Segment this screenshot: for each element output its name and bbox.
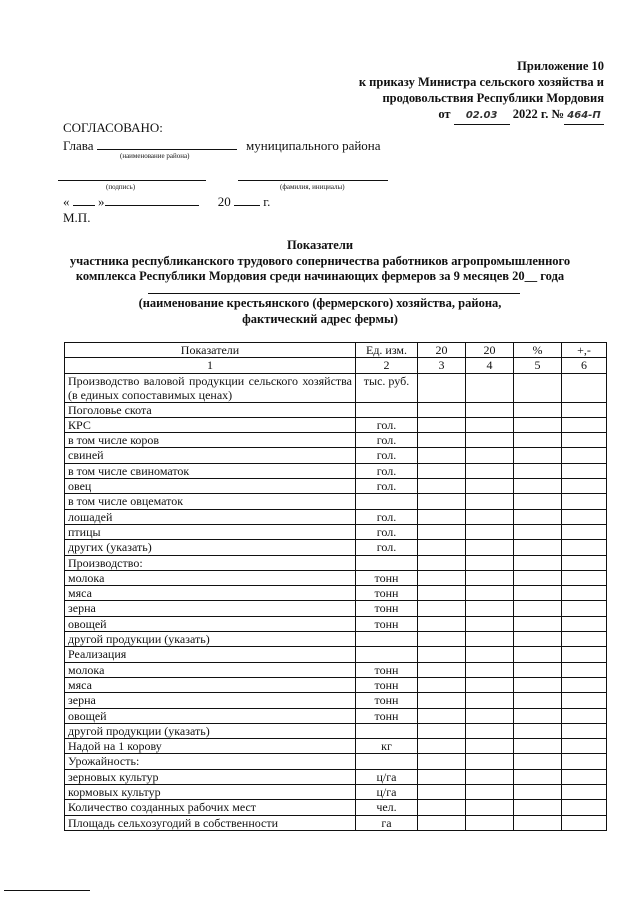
- order-date-line: [359, 106, 604, 125]
- value-cell[interactable]: [466, 723, 514, 738]
- farm-hint-line-1: (наименование крестьянского (фермерского) хозяйства, района,: [138, 296, 502, 310]
- value-cell[interactable]: [418, 708, 466, 723]
- row-label: Количество созданных рабочих мест: [65, 800, 356, 815]
- row-unit: кг: [356, 739, 418, 754]
- row-label: мяса: [65, 586, 356, 601]
- value-cell[interactable]: [514, 524, 562, 539]
- order-number: 464-П: [564, 108, 604, 125]
- row-label: кормовых культур: [65, 785, 356, 800]
- value-cell[interactable]: [418, 693, 466, 708]
- row-unit: гол.: [356, 509, 418, 524]
- footnote-divider: [4, 890, 90, 891]
- header-percent: %: [514, 343, 562, 358]
- table-row: [65, 479, 607, 494]
- row-unit: [356, 647, 418, 662]
- row-label: птицы: [65, 524, 356, 539]
- value-cell[interactable]: [466, 754, 514, 769]
- title-line-3: комплекса Республики Мордовия среди начинающих фермеров за 9 месяцев 20__ года: [75, 269, 565, 283]
- value-cell[interactable]: [466, 769, 514, 784]
- value-cell[interactable]: [562, 754, 607, 769]
- order-year: 2022 г. №: [512, 107, 564, 121]
- district-label: муниципального района: [246, 138, 381, 153]
- value-cell[interactable]: [562, 448, 607, 463]
- table-row: [65, 769, 607, 784]
- document-title: [30, 238, 610, 285]
- value-cell[interactable]: [466, 815, 514, 830]
- value-cell[interactable]: [466, 540, 514, 555]
- farm-hint-line-2: фактический адрес фермы): [242, 311, 398, 326]
- value-cell[interactable]: [466, 785, 514, 800]
- value-cell[interactable]: [418, 402, 466, 417]
- value-cell[interactable]: [466, 448, 514, 463]
- row-unit: [356, 402, 418, 417]
- table-row: [65, 433, 607, 448]
- value-cell[interactable]: [466, 708, 514, 723]
- table-row: [65, 739, 607, 754]
- value-cell[interactable]: [418, 509, 466, 524]
- value-cell[interactable]: [562, 463, 607, 478]
- value-cell[interactable]: [514, 373, 562, 402]
- value-cell[interactable]: [514, 601, 562, 616]
- row-unit: тонн: [356, 601, 418, 616]
- value-cell[interactable]: [514, 463, 562, 478]
- row-unit: чел.: [356, 800, 418, 815]
- value-cell[interactable]: [466, 616, 514, 631]
- value-cell[interactable]: [466, 479, 514, 494]
- appendix-header: [359, 58, 604, 125]
- row-label: Реализация: [65, 647, 356, 662]
- value-cell[interactable]: [466, 586, 514, 601]
- row-label: молока: [65, 570, 356, 585]
- table-row: [65, 555, 607, 570]
- value-cell[interactable]: [418, 524, 466, 539]
- row-label: овец: [65, 479, 356, 494]
- value-cell[interactable]: [514, 632, 562, 647]
- value-cell[interactable]: [562, 402, 607, 417]
- value-cell[interactable]: [514, 433, 562, 448]
- table-row: [65, 723, 607, 738]
- value-cell[interactable]: [562, 647, 607, 662]
- fio-hint: (фамилия, инициалы): [280, 183, 345, 191]
- value-cell[interactable]: [514, 570, 562, 585]
- value-cell[interactable]: [562, 708, 607, 723]
- row-unit: тонн: [356, 662, 418, 677]
- table-row: [65, 448, 607, 463]
- col-number: 3: [418, 358, 466, 373]
- value-cell[interactable]: [514, 708, 562, 723]
- table-row: [65, 677, 607, 692]
- value-cell[interactable]: [562, 800, 607, 815]
- value-cell[interactable]: [562, 570, 607, 585]
- value-cell[interactable]: [466, 601, 514, 616]
- row-label: в том числе коров: [65, 433, 356, 448]
- head-label: Глава: [63, 138, 94, 153]
- header-year-2: 20: [466, 343, 514, 358]
- district-name-field[interactable]: [97, 137, 237, 150]
- row-label: в том числе свиноматок: [65, 463, 356, 478]
- value-cell[interactable]: [466, 373, 514, 402]
- from-label: от: [438, 107, 451, 121]
- table-row: [65, 402, 607, 417]
- value-cell[interactable]: [418, 463, 466, 478]
- value-cell[interactable]: [514, 555, 562, 570]
- value-cell[interactable]: [466, 693, 514, 708]
- table-row: [65, 815, 607, 830]
- value-cell[interactable]: [418, 677, 466, 692]
- table-row: [65, 785, 607, 800]
- value-cell[interactable]: [418, 754, 466, 769]
- value-cell[interactable]: [514, 739, 562, 754]
- value-cell[interactable]: [466, 555, 514, 570]
- col-number: 5: [514, 358, 562, 373]
- row-unit: тонн: [356, 616, 418, 631]
- farm-name-field[interactable]: [148, 293, 520, 294]
- value-cell[interactable]: [418, 769, 466, 784]
- value-cell[interactable]: [466, 433, 514, 448]
- value-cell[interactable]: [418, 433, 466, 448]
- row-label: зерна: [65, 693, 356, 708]
- order-line: к приказу Министра сельского хозяйства и: [358, 75, 604, 89]
- table-row: [65, 632, 607, 647]
- value-cell[interactable]: [466, 494, 514, 509]
- value-cell[interactable]: [562, 739, 607, 754]
- value-cell[interactable]: [418, 723, 466, 738]
- value-cell[interactable]: [466, 632, 514, 647]
- value-cell[interactable]: [514, 479, 562, 494]
- value-cell[interactable]: [418, 815, 466, 830]
- header-unit: Ед. изм.: [356, 343, 418, 358]
- value-cell[interactable]: [466, 524, 514, 539]
- table-row: [65, 494, 607, 509]
- row-unit: тонн: [356, 677, 418, 692]
- row-unit: [356, 555, 418, 570]
- value-cell[interactable]: [466, 739, 514, 754]
- value-cell[interactable]: [514, 815, 562, 830]
- value-cell[interactable]: [466, 662, 514, 677]
- header-indicator: Показатели: [65, 343, 356, 358]
- year-suffix: г.: [263, 194, 271, 209]
- table-row: [65, 616, 607, 631]
- header-diff: +,-: [562, 343, 607, 358]
- value-cell[interactable]: [418, 373, 466, 402]
- fio-field[interactable]: [238, 180, 388, 181]
- signature-field[interactable]: [58, 180, 206, 181]
- value-cell[interactable]: [562, 509, 607, 524]
- table-row: [65, 463, 607, 478]
- value-cell[interactable]: [514, 417, 562, 432]
- value-cell[interactable]: [418, 417, 466, 432]
- row-unit: гол.: [356, 448, 418, 463]
- value-cell[interactable]: [514, 647, 562, 662]
- table-row: [65, 601, 607, 616]
- row-label: Поголовье скота: [65, 402, 356, 417]
- row-label: КРС: [65, 417, 356, 432]
- row-unit: гол.: [356, 540, 418, 555]
- row-unit: тонн: [356, 708, 418, 723]
- value-cell[interactable]: [418, 632, 466, 647]
- row-label: молока: [65, 662, 356, 677]
- row-unit: тонн: [356, 586, 418, 601]
- value-cell[interactable]: [418, 800, 466, 815]
- value-cell[interactable]: [418, 479, 466, 494]
- value-cell[interactable]: [418, 540, 466, 555]
- district-name-hint: (наименование района): [120, 152, 190, 160]
- value-cell[interactable]: [418, 616, 466, 631]
- value-cell[interactable]: [562, 677, 607, 692]
- value-cell[interactable]: [514, 754, 562, 769]
- row-unit: ц/га: [356, 785, 418, 800]
- value-cell[interactable]: [466, 677, 514, 692]
- value-cell[interactable]: [418, 601, 466, 616]
- row-unit: [356, 632, 418, 647]
- row-label: в том числе овцематок: [65, 494, 356, 509]
- row-label: овощей: [65, 708, 356, 723]
- ministry-line: продовольствия Республики Мордовия: [382, 91, 604, 105]
- row-label: мяса: [65, 677, 356, 692]
- table-row: [65, 540, 607, 555]
- value-cell[interactable]: [514, 540, 562, 555]
- col-number: 2: [356, 358, 418, 373]
- table-number-row: [65, 358, 607, 373]
- value-cell[interactable]: [514, 616, 562, 631]
- row-label: зерна: [65, 601, 356, 616]
- title-heading: Показатели: [286, 238, 354, 252]
- value-cell[interactable]: [562, 494, 607, 509]
- table-row: [65, 373, 607, 402]
- value-cell[interactable]: [562, 769, 607, 784]
- row-label: других (указать): [65, 540, 356, 555]
- row-label: Площадь сельхозугодий в собственности: [65, 815, 356, 830]
- value-cell[interactable]: [514, 402, 562, 417]
- row-unit: [356, 723, 418, 738]
- approval-date-line: [63, 193, 270, 210]
- value-cell[interactable]: [514, 785, 562, 800]
- value-cell[interactable]: [514, 448, 562, 463]
- value-cell[interactable]: [562, 586, 607, 601]
- row-unit: тонн: [356, 570, 418, 585]
- row-unit: [356, 754, 418, 769]
- title-line-2: участника республиканского трудового соперничества работников агропромышленного: [69, 253, 571, 268]
- value-cell[interactable]: [418, 586, 466, 601]
- value-cell[interactable]: [418, 739, 466, 754]
- table-row: [65, 647, 607, 662]
- table-row: [65, 417, 607, 432]
- table-row: [65, 708, 607, 723]
- appendix-title: Приложение 10: [517, 59, 604, 73]
- table-row: [65, 754, 607, 769]
- row-label: зерновых культур: [65, 769, 356, 784]
- value-cell[interactable]: [562, 616, 607, 631]
- value-cell[interactable]: [514, 769, 562, 784]
- table-row: [65, 570, 607, 585]
- indicators-table: [64, 342, 607, 831]
- row-unit: [356, 494, 418, 509]
- value-cell[interactable]: [418, 555, 466, 570]
- value-cell[interactable]: [466, 463, 514, 478]
- table-row: [65, 509, 607, 524]
- value-cell[interactable]: [418, 570, 466, 585]
- value-cell[interactable]: [466, 417, 514, 432]
- table-row: [65, 662, 607, 677]
- value-cell[interactable]: [562, 815, 607, 830]
- value-cell[interactable]: [562, 540, 607, 555]
- value-cell[interactable]: [514, 800, 562, 815]
- col-number: 6: [562, 358, 607, 373]
- year-field[interactable]: [234, 193, 260, 206]
- value-cell[interactable]: [466, 647, 514, 662]
- value-cell[interactable]: [418, 662, 466, 677]
- value-cell[interactable]: [418, 647, 466, 662]
- header-year-1: 20: [418, 343, 466, 358]
- value-cell[interactable]: [562, 785, 607, 800]
- row-label: Урожайность:: [65, 754, 356, 769]
- col-number: 4: [466, 358, 514, 373]
- row-unit: ц/га: [356, 769, 418, 784]
- row-unit: гол.: [356, 479, 418, 494]
- table-row: [65, 800, 607, 815]
- value-cell[interactable]: [466, 402, 514, 417]
- value-cell[interactable]: [562, 601, 607, 616]
- row-unit: тонн: [356, 693, 418, 708]
- row-unit: гол.: [356, 524, 418, 539]
- value-cell[interactable]: [562, 693, 607, 708]
- value-cell[interactable]: [514, 662, 562, 677]
- row-unit: гол.: [356, 463, 418, 478]
- row-label: лошадей: [65, 509, 356, 524]
- quote-open: «: [63, 194, 70, 209]
- value-cell[interactable]: [514, 509, 562, 524]
- value-cell[interactable]: [562, 479, 607, 494]
- value-cell[interactable]: [466, 800, 514, 815]
- value-cell[interactable]: [562, 417, 607, 432]
- stamp-place: М.П.: [63, 210, 91, 225]
- value-cell[interactable]: [466, 570, 514, 585]
- row-unit: тыс. руб.: [356, 373, 418, 402]
- value-cell[interactable]: [562, 555, 607, 570]
- value-cell[interactable]: [418, 448, 466, 463]
- approval-head-line: [63, 137, 381, 154]
- value-cell[interactable]: [562, 723, 607, 738]
- value-cell[interactable]: [562, 433, 607, 448]
- value-cell[interactable]: [514, 693, 562, 708]
- order-date: 02.03: [454, 108, 510, 125]
- value-cell[interactable]: [514, 586, 562, 601]
- day-field[interactable]: [73, 193, 95, 206]
- year-prefix: 20: [217, 194, 231, 209]
- signature-hint: (подпись): [106, 183, 136, 191]
- value-cell[interactable]: [418, 785, 466, 800]
- row-unit: гол.: [356, 433, 418, 448]
- value-cell[interactable]: [562, 373, 607, 402]
- row-label: свиней: [65, 448, 356, 463]
- col-number: 1: [65, 358, 356, 373]
- value-cell[interactable]: [514, 494, 562, 509]
- row-label: другой продукции (указать): [65, 723, 356, 738]
- row-unit: га: [356, 815, 418, 830]
- value-cell[interactable]: [514, 677, 562, 692]
- row-label: Производство валовой продукции сельского хозяйства (в единых сопоставимых ценах): [65, 373, 356, 402]
- value-cell[interactable]: [562, 524, 607, 539]
- row-label: овощей: [65, 616, 356, 631]
- approval-title: СОГЛАСОВАНО:: [63, 120, 163, 135]
- value-cell[interactable]: [562, 662, 607, 677]
- table-row: [65, 693, 607, 708]
- row-label: Надой на 1 корову: [65, 739, 356, 754]
- month-field[interactable]: [105, 193, 199, 206]
- quote-close: »: [98, 194, 105, 209]
- value-cell[interactable]: [418, 494, 466, 509]
- table-header-row: [65, 343, 607, 358]
- value-cell[interactable]: [514, 723, 562, 738]
- row-unit: гол.: [356, 417, 418, 432]
- value-cell[interactable]: [466, 509, 514, 524]
- table-row: [65, 586, 607, 601]
- row-label: другой продукции (указать): [65, 632, 356, 647]
- farm-name-hint: [30, 296, 610, 327]
- value-cell[interactable]: [562, 632, 607, 647]
- table-row: [65, 524, 607, 539]
- row-label: Производство:: [65, 555, 356, 570]
